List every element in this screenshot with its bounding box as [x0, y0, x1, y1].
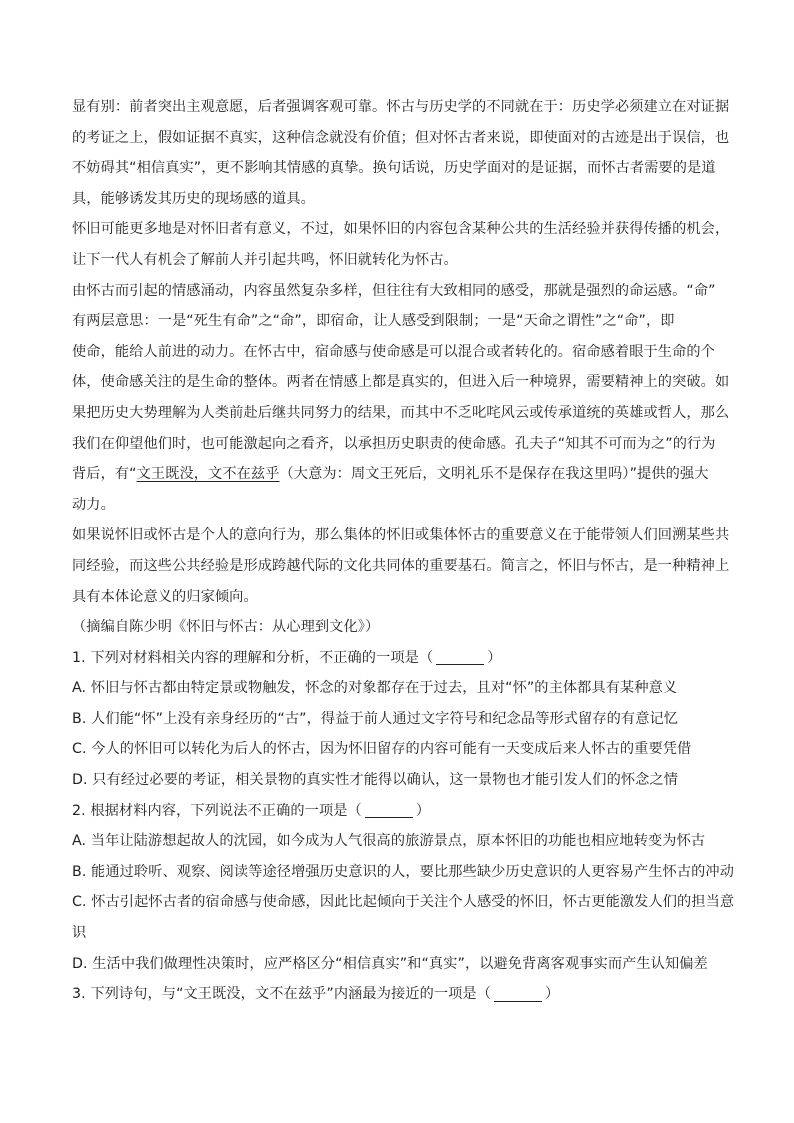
text-segment: （大意为：周文王死后，文明礼乐不是保存在我这里吗）”提供的强大: [279, 466, 709, 483]
question-3-stem: [72, 979, 732, 1010]
text-line: 有两层意思：一是“死生有命”之“命”，即宿命，让人感受到限制；一是“天命之谓性”之“命”，即: [72, 313, 675, 330]
text-segment: 背后，有“: [72, 466, 137, 483]
text-line: 同经验，而这些公共经验是形成跨越代际的文化共同体的重要基石。简言之，怀旧与怀古，是一种精神上: [72, 557, 730, 574]
question-1-option-b: B. 人们能“怀”上没有亲身经历的“古”，得益于前人通过文字符号和纪念品等形式留存的有意记忆: [72, 710, 679, 727]
question-1-option-c: C. 今人的怀旧可以转化为后人的怀古，因为怀旧留存的内容可能有一天变成后来人怀古的重要凭借: [72, 741, 692, 758]
question-2-stem: [72, 796, 732, 827]
text-line: 果把历史大势理解为人类前赴后继共同努力的结果，而其中不乏叱咤风云或传承道统的英雄或哲人，那么: [72, 404, 730, 421]
question-text: ）: [487, 649, 502, 666]
text-line: 使命，能给人前进的动力。在怀古中，宿命感与使命感是可以混合或者转化的。宿命感着眼于生命的个: [72, 343, 715, 360]
text-line: 的考证之上，假如证据不真实，这种信念就没有价值；但对怀古者来说，即使面对的古迹是出于误信，也: [72, 129, 730, 146]
question-text: ）: [545, 986, 560, 1003]
text-line: 怀旧可能更多地是对怀旧者有意义，不过，如果怀旧的内容包含某种公共的生活经验并获得传播的机会，: [72, 221, 730, 238]
question-text: ）: [415, 802, 431, 819]
question-2-option-a: A. 当年让陆游想起故人的沈园，如今成为人气很高的旅游景点，原本怀旧的功能也相应地转变为怀古: [72, 833, 706, 850]
question-2-option-c-continued: 识: [72, 925, 87, 942]
answer-blank[interactable]: [365, 803, 413, 818]
text-line-with-underline: [72, 459, 732, 490]
text-line: 让下一代人有机会了解前人并引起共鸣，怀旧就转化为怀古。: [72, 251, 458, 268]
text-line: 不妨碍其“相信真实”，更不影响其情感的真挚。换句话说，历史学面对的是证据，而怀古者需要的是道: [72, 160, 716, 177]
answer-blank[interactable]: [436, 650, 484, 665]
text-line: 如果说怀旧或怀古是个人的意向行为，那么集体的怀旧或集体怀古的重要意义在于能带领人们回溯某些共: [72, 527, 730, 544]
question-1-option-d: D. 只有经过必要的考证，相关景物的真实性才能得以确认，这一景物也才能引发人们的怀念之情: [72, 772, 679, 789]
answer-blank[interactable]: [494, 987, 542, 1002]
text-line: 体，使命感关注的是生命的整体。两者在情感上都是真实的，但进入后一种境界，需要精神上的突破。如: [72, 374, 730, 391]
question-text: 3. 下列诗句，与“文王既没，文不在兹乎”内涵最为接近的一项是（: [72, 986, 492, 1003]
question-1-option-a: A. 怀旧与怀古都由特定景或物触发，怀念的对象都存在于过去，且对“怀”的主体都具有某种意义: [72, 680, 678, 697]
question-text: 1. 下列对材料相关内容的理解和分析，不正确的一项是（: [72, 649, 434, 666]
text-line: 我们在仰望他们时，也可能激起向之看齐，以承担历史职责的使命感。孔夫子“知其不可而为之”的行为: [72, 435, 716, 452]
document-page: [72, 92, 735, 1010]
text-line: 由怀古而引起的情感涌动，内容虽然复杂多样，但往往有大致相同的感受，那就是强烈的命运感。“命”: [72, 282, 716, 299]
question-1-stem: [72, 643, 732, 674]
question-text: 2. 根据材料内容，下列说法不正确的一项是（: [72, 802, 362, 819]
text-line: 具有本体论意义的归家倾向。: [72, 588, 258, 605]
text-line: 动力。: [72, 496, 115, 513]
underlined-quote: 文王既没，文不在兹乎: [136, 466, 280, 483]
question-2-option-d: D. 生活中我们做理性决策时，应严格区分“相信真实”和“真实”，以避免背离客观事实而产生认知偏差: [72, 955, 708, 972]
question-2-option-c: C. 怀古引起怀古者的宿命感与使命感，因此比起倾向于关注个人感受的怀旧，怀古更能激发人们的担当意: [72, 894, 735, 911]
source-citation: （摘编自陈少明《怀旧与怀古：从心理到文化》）: [72, 619, 380, 636]
text-line: 具，能够诱发其历史的现场感的道具。: [72, 190, 315, 207]
question-2-option-b: B. 能通过聆听、观察、阅读等途径增强历史意识的人，要比那些缺少历史意识的人更容易产生怀古的冲动: [72, 863, 734, 880]
text-line: 显有别：前者突出主观意愿，后者强调客观可靠。怀古与历史学的不同就在于：历史学必须建立在对证据: [72, 99, 730, 115]
